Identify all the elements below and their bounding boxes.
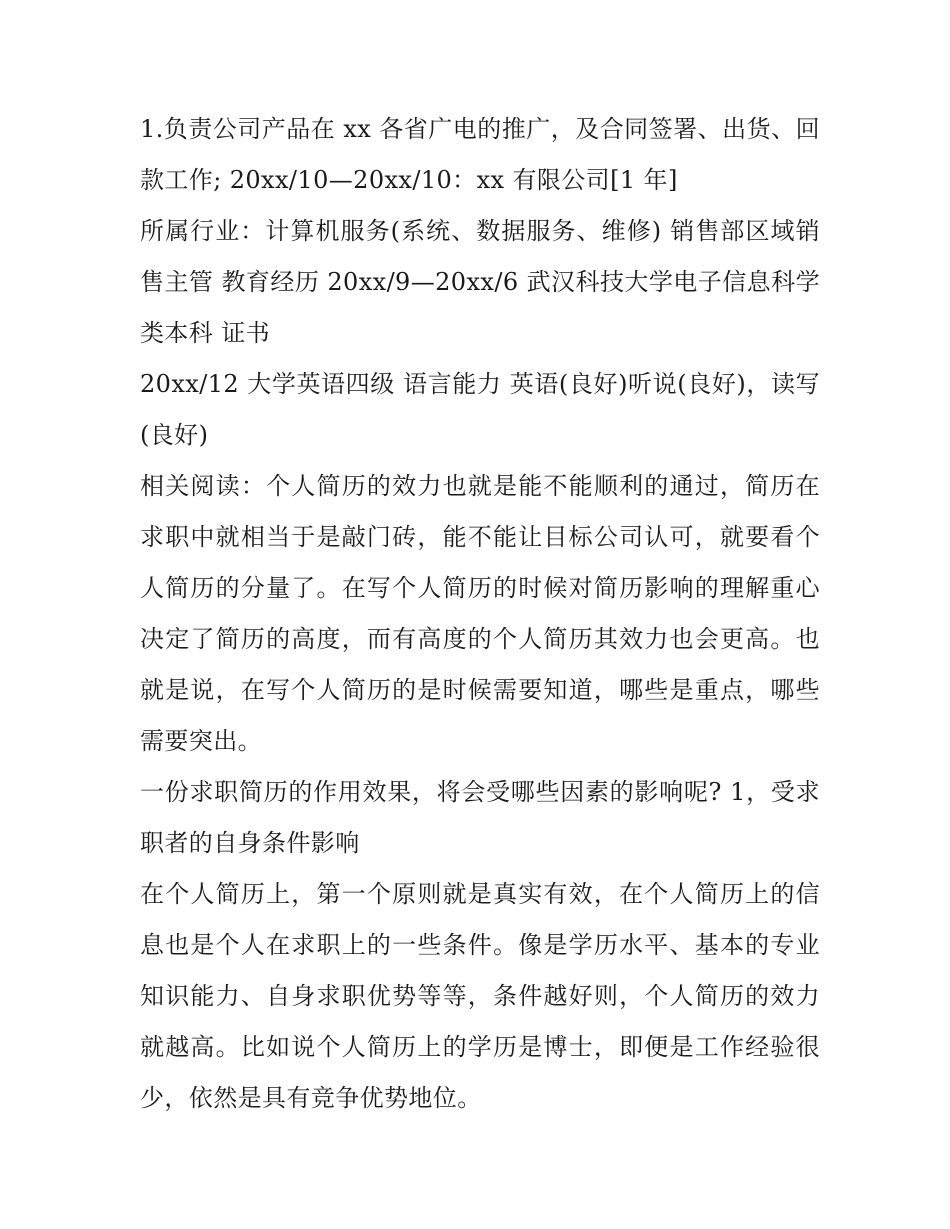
paragraph-personal-conditions: 在个人简历上，第一个原则就是真实有效，在个人简历上的信息也是个人在求职上的一些条件。像是学历水平、基本的专业知识能力、自身求职优势等等，条件越好则，个人简历的效力就越高。比如说个人简历上的学历是博士，即便是工作经验很少，依然是具有竞争优势地位。 [140,880,820,1112]
paragraph-industry-education: 所属行业：计算机服务(系统、数据服务、维修) 销售部区域销售主管 教育经历 20xx/9—20xx/6 武汉科技大学电子信息科学类本科 证书 [140,217,820,347]
document-body [140,104,820,1124]
paragraph-related-reading: 相关阅读：个人简历的效力也就是能不能顺利的通过，简历在求职中就相当于是敲门砖，能不能让目标公司认可，就要看个人简历的分量了。在写个人简历的时候对简历影响的理解重心决定了简历的高度，而有高度的个人简历其效力也会更高。也就是说，在写个人简历的是时候需要知道，哪些是重点，哪些需要突出。 [140,472,820,755]
paragraph-language-ability: 20xx/12 大学英语四级 语言能力 英语(良好)听说(良好)，读写(良好) [140,370,820,449]
paragraph-work-duties: 1.负责公司产品在 xx 各省广电的推广，及合同签署、出货、回款工作; 20xx/10—20xx/10：xx 有限公司[1 年] [140,115,820,194]
paragraph-factors-question: 一份求职简历的作用效果，将会受哪些因素的影响呢? 1，受求职者的自身条件影响 [140,778,820,857]
